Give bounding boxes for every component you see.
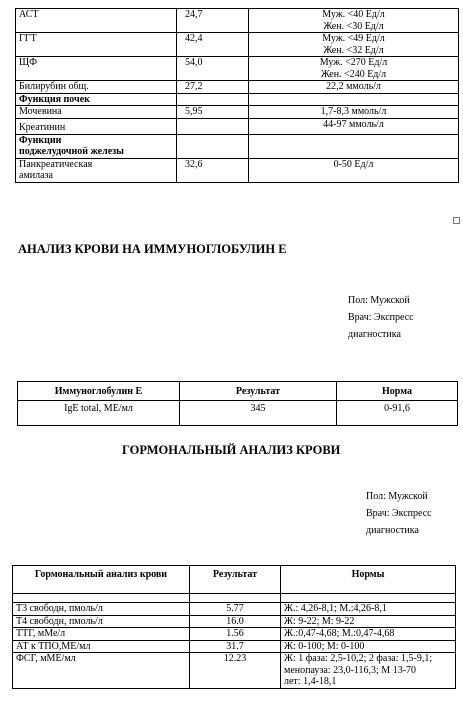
- table-header-row: [18, 382, 458, 401]
- table-row: [16, 118, 459, 134]
- table-row: [16, 134, 459, 158]
- doctor-label: Врач: Экспресс диагностика: [366, 508, 432, 536]
- column-header: Иммуноглобулин Е: [18, 382, 180, 401]
- column-header: Результат: [180, 382, 337, 401]
- test-norm: 22,2 ммоль/л: [249, 81, 459, 94]
- patient-info: [366, 488, 432, 539]
- doctor-label: Врач: Экспресс диагностика: [348, 312, 414, 340]
- table-row: [13, 615, 456, 628]
- test-value: [177, 118, 249, 134]
- section-title-hormonal: ГОРМОНАЛЬНЫЙ АНАЛИЗ КРОВИ: [122, 443, 341, 457]
- table-row: [13, 640, 456, 653]
- test-name: Билирубин общ.: [16, 81, 177, 94]
- test-value: 54,0: [177, 57, 249, 81]
- gender-label: Пол: Мужской: [366, 491, 428, 502]
- test-norm: 44-97 ммоль/л: [249, 118, 459, 134]
- test-value: 42,4: [177, 33, 249, 57]
- gender-label: Пол: Мужской: [348, 295, 410, 306]
- column-header: Норма: [337, 382, 458, 401]
- test-norm: Муж. <40 Ед/л Жен. <30 Ед/л: [249, 9, 459, 33]
- test-norm: 1,7-8,3 ммоль/л: [249, 106, 459, 119]
- hormonal-table: [12, 565, 456, 689]
- test-name: АТ к ТПО,МЕ/мл: [13, 640, 190, 653]
- test-name: ГГТ: [16, 33, 177, 57]
- section-title-ige: АНАЛИЗ КРОВИ НА ИММУНОГЛОБУЛИН Е: [18, 242, 287, 256]
- lab-results-table: [15, 8, 459, 183]
- table-resize-handle[interactable]: [453, 217, 460, 224]
- table-row: [16, 57, 459, 81]
- test-value: 31.7: [190, 640, 281, 653]
- test-name: ЩФ: [16, 57, 177, 81]
- test-name: Креатинин: [16, 118, 177, 134]
- test-norm: 0-91,6: [337, 401, 458, 426]
- table-row: [16, 81, 459, 94]
- test-value: 32,6: [177, 158, 249, 182]
- test-value: 24,7: [177, 9, 249, 33]
- test-norm: Ж.:0,47-4,68; М.:0,47-4,68: [281, 628, 456, 641]
- test-name: ФСГ, мМЕ/мл: [13, 653, 190, 689]
- test-norm: Ж: 0-100; М: 0-100: [281, 640, 456, 653]
- test-norm: 0-50 Ед/л: [249, 158, 459, 182]
- table-row: [18, 401, 458, 426]
- column-header: Результат: [190, 566, 281, 594]
- test-norm: Муж. <270 Ед/л Жен. <240 Ед/л: [249, 57, 459, 81]
- test-value: 345: [180, 401, 337, 426]
- table-row: [13, 603, 456, 616]
- test-value: 5.77: [190, 603, 281, 616]
- table-row: [16, 158, 459, 182]
- test-name: Мочевина: [16, 106, 177, 119]
- test-value: 5,95: [177, 106, 249, 119]
- column-header: Гормональный анализ крови: [13, 566, 190, 594]
- test-name: Панкреатическая амилаза: [16, 158, 177, 182]
- table-row: [16, 93, 459, 106]
- patient-info: [348, 292, 414, 343]
- test-norm: Муж. <49 Ед/л Жен. <32 Ед/л: [249, 33, 459, 57]
- column-header: Нормы: [281, 566, 456, 594]
- section-label: Функции поджелудочной железы: [16, 134, 177, 158]
- test-name: IgE total, МЕ/мл: [18, 401, 180, 426]
- test-value: 27,2: [177, 81, 249, 94]
- test-name: АСТ: [16, 9, 177, 33]
- test-value: 16.0: [190, 615, 281, 628]
- test-norm: Ж: 1 фаза: 2,5-10,2; 2 фаза: 1,5-9,1; менопауза: 23,0-116,3; М 13-70 лет: 1,4-18,1: [281, 653, 456, 689]
- test-norm: Ж.: 4,26-8,1; М.:4,26-8,1: [281, 603, 456, 616]
- test-name: Т3 свободн, пмоль/л: [13, 603, 190, 616]
- table-row: [13, 628, 456, 641]
- test-value: 1.56: [190, 628, 281, 641]
- table-row: [16, 106, 459, 119]
- test-norm: Ж: 9-22; М: 9-22: [281, 615, 456, 628]
- table-row: [16, 9, 459, 33]
- table-row: [16, 33, 459, 57]
- table-header-row: [13, 566, 456, 594]
- test-value: 12.23: [190, 653, 281, 689]
- test-name: ТТГ, мМе/л: [13, 628, 190, 641]
- test-name: Т4 свободн, пмоль/л: [13, 615, 190, 628]
- section-label: Функция почек: [16, 93, 177, 106]
- ige-table: [17, 381, 458, 426]
- table-row: [13, 653, 456, 689]
